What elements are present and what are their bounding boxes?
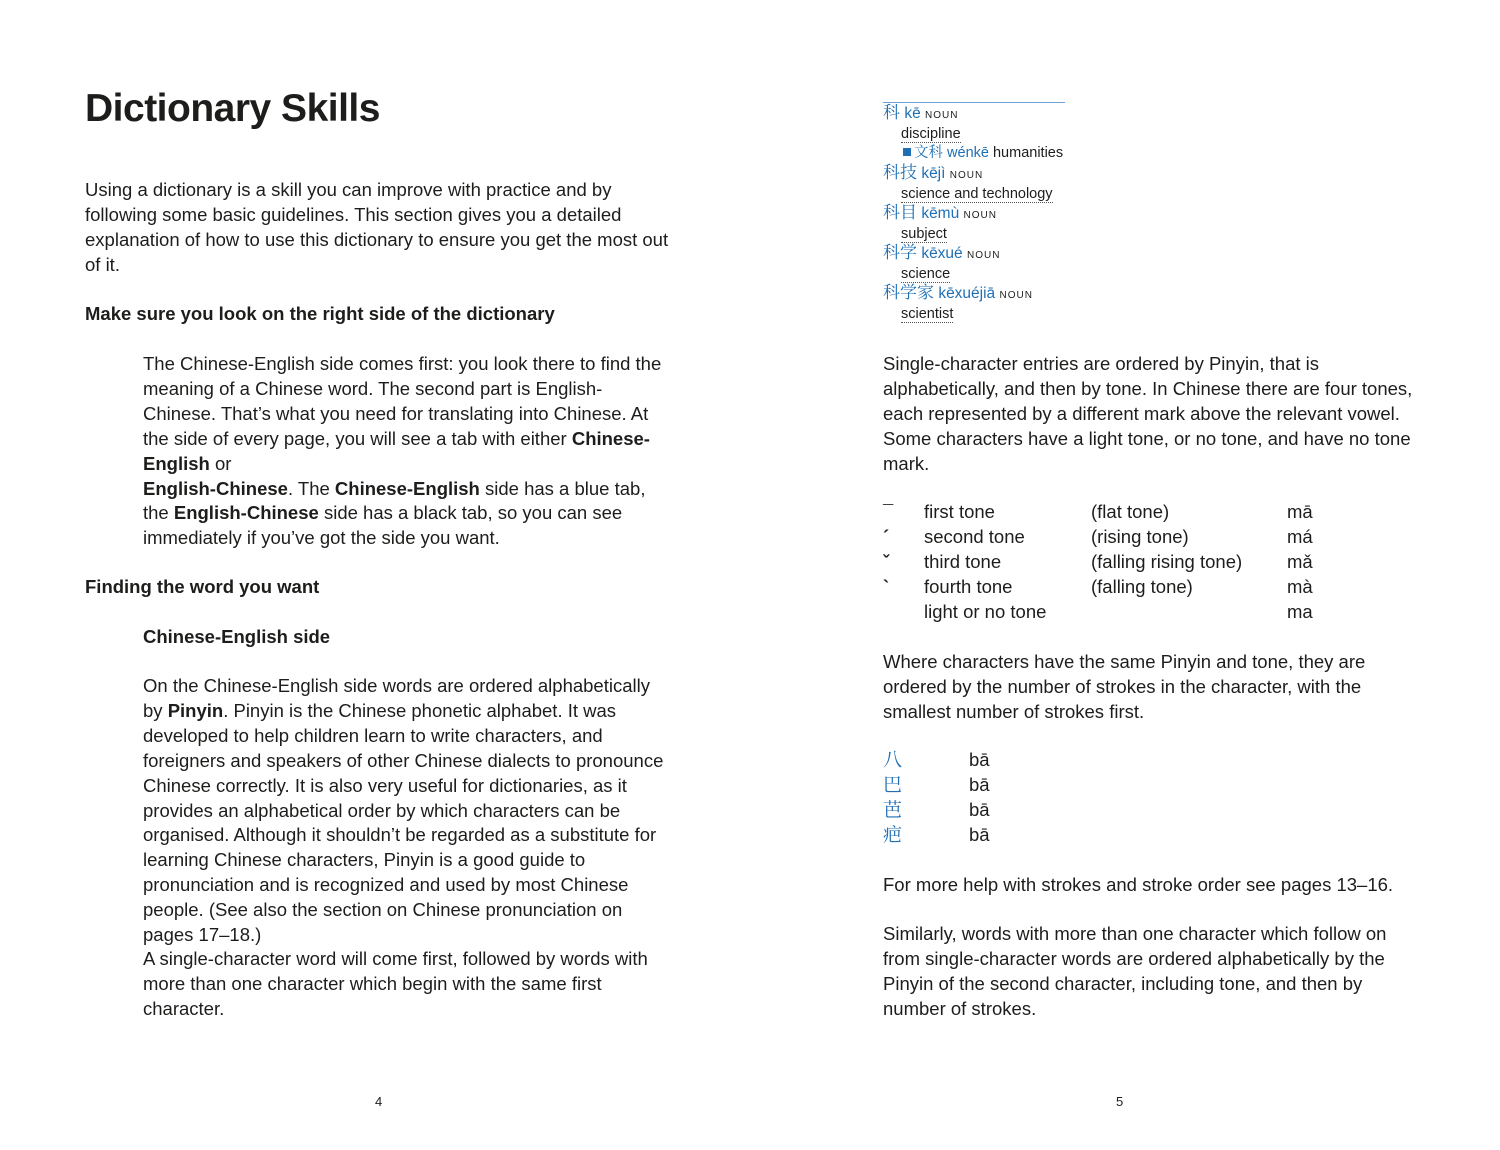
dictionary-entry-sense: science <box>901 266 951 282</box>
tone-ordering-paragraph: Single-character entries are ordered by Pinyin, that is alphabetically, and then by tone. In Chinese there are four tones, each represented by a different mark above the relevant vowel. Some characters have a light tone, or no tone, and have no tone mark. <box>883 353 1413 474</box>
right-page <box>750 0 1500 1150</box>
stroke-ordering-paragraph: Where characters have the same Pinyin and tone, they are ordered by the number of strokes in the character, with the smallest number of strokes first. <box>883 651 1366 722</box>
tone-row: ¯ first tone (flat tone) mā <box>883 500 1343 525</box>
dictionary-entry-sense: science and technology <box>901 186 1053 202</box>
page-number: 4 <box>375 1094 383 1109</box>
subsection-heading-chinese-english: Chinese-English side <box>143 626 331 647</box>
dictionary-entry-headword: 科学 kēxué NOUN <box>883 243 1001 263</box>
tone-row: ` fourth tone (falling tone) mà <box>883 575 1343 600</box>
tab-explanation-paragraph: The Chinese-English side comes first: you look there to find the meaning of a Chinese word. The second part is English-Chinese. That’s what you need for translating into Chinese. At the side of every page, you will see a tab with either Chinese-English or English-Chinese. The Chinese-English side has a blue tab, the English-Chinese side has a black tab, so you can see immediately if you’ve got the side you want. <box>143 353 662 549</box>
section-heading-finding-word: Finding the word you want <box>85 576 320 597</box>
stroke-help-paragraph: For more help with strokes and stroke order see pages 13–16. <box>883 874 1394 895</box>
tone-row: light or no tone ma <box>924 600 1313 622</box>
multi-character-ordering-paragraph: Similarly, words with more than one character which follow on from single-character words are ordered alphabetically by the Pinyin of the second character, including tone, and then by number of strokes. <box>883 923 1387 1019</box>
second-tone-mark-icon: ´ <box>883 525 890 547</box>
dictionary-entry-example: 文科 wénkē humanities <box>903 143 1065 163</box>
first-tone-mark-icon: ¯ <box>883 501 894 522</box>
stroke-example-row: 巴 bā <box>883 773 990 796</box>
dictionary-entry-headword: 科技 kējì NOUN <box>883 163 984 183</box>
stroke-example-row: 八 bā <box>883 749 990 771</box>
tone-table <box>883 500 1343 624</box>
tone-row: ˇ third tone (falling rising tone) mǎ <box>883 550 1343 575</box>
dictionary-entry-headword: 科 kē NOUN <box>883 103 959 123</box>
tone-row: ´ second tone (rising tone) má <box>883 525 1343 550</box>
dictionary-entry-sample <box>883 102 1065 323</box>
dictionary-entry-sense: scientist <box>901 306 954 322</box>
dictionary-entry-headword: 科目 kēmù NOUN <box>883 203 997 223</box>
page-number: 5 <box>1116 1094 1124 1109</box>
pinyin-paragraph: On the Chinese-English side words are ordered alphabetically by Pinyin. Pinyin is the Chinese phonetic alphabet. It was developed to help children learn to write characters, and foreigners and speakers of other Chinese dialects to pronounce Chinese correctly. It is also very useful for dictionaries, as it provides an alphabetical order by which characters can be organised. Although it shouldn’t be regarded as a substitute for learning Chinese characters, Pinyin is a good guide to pronunciation and is recognized and used by most Chinese people. (See also the section on Chinese pronunciation on pages 17–18.) <box>143 675 664 946</box>
intro-paragraph: Using a dictionary is a skill you can improve with practice and by following some basic guidelines. This section gives you a detailed explanation of how to use this dictionary to ensure you get the most out of it. <box>85 179 669 275</box>
stroke-example-row: 疤 bā <box>883 823 990 846</box>
section-heading-right-side: Make sure you look on the right side of the dictionary <box>85 303 555 324</box>
dictionary-entry-sense: subject <box>901 226 947 242</box>
single-character-paragraph: A single-character word will come first, followed by words with more than one character which begin with the same first character. <box>143 948 648 1019</box>
square-bullet-icon <box>903 148 911 156</box>
stroke-order-list <box>883 748 1083 848</box>
stroke-example-row: 芭 bā <box>883 798 990 821</box>
dictionary-entry-sense: discipline <box>901 126 961 142</box>
fourth-tone-mark-icon: ` <box>883 575 890 597</box>
dictionary-entry-headword: 科学家 kēxuéjiā NOUN <box>883 283 1033 303</box>
third-tone-mark-icon: ˇ <box>883 550 890 572</box>
page-title: Dictionary Skills <box>85 87 380 130</box>
